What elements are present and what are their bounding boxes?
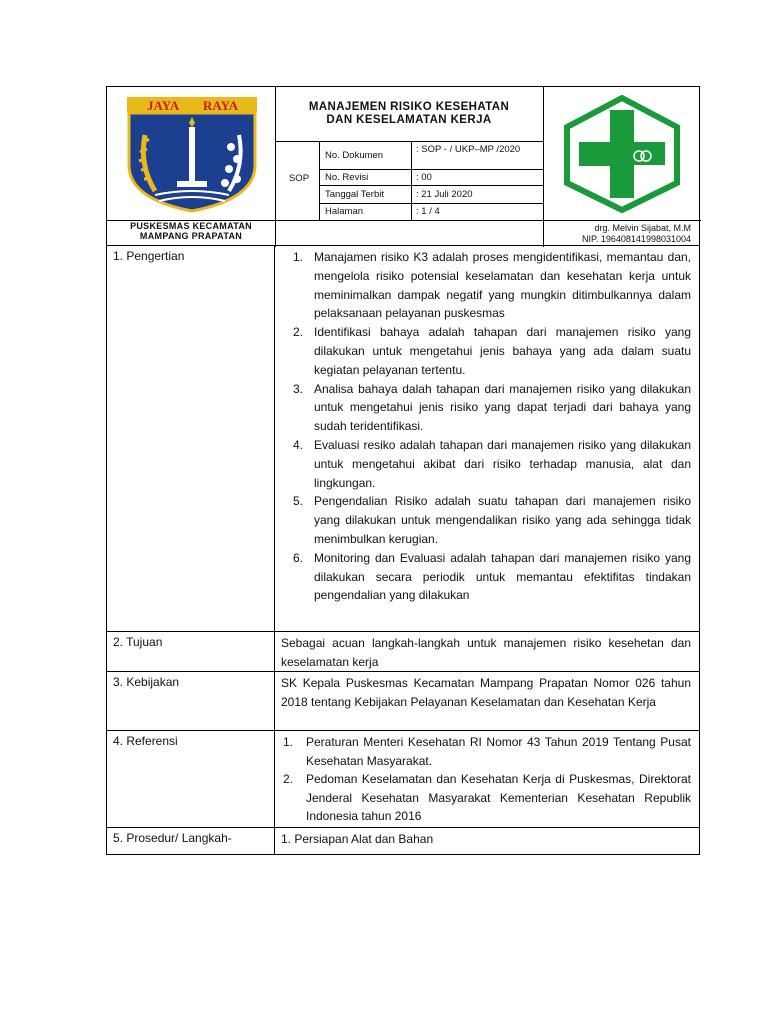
- puskesmas-line-2: MAMPANG PRAPATAN: [139, 231, 243, 241]
- row-referensi: [107, 730, 699, 827]
- document-title: [277, 101, 541, 127]
- list-item: 1. Peraturan Menteri Kesehatan RI Nomor 43 Tahun 2019 Tentang Pusat Kesehatan Masyarakat.: [283, 735, 691, 768]
- crest-text-right: RAYA: [203, 98, 239, 113]
- crest-text-left: JAYA: [147, 98, 180, 113]
- jaya-raya-crest-logo: [125, 95, 259, 213]
- list-item: 1. Manajamen risiko K3 adalah proses mengidentifikasi, memantau dan, mengelola risiko potensial keselamatan dan kesehatan kerja untuk meminimalkan dampak negatif yang mungkin ditimbulkannya dalam pelaksanaan pelayanan puskesmas: [293, 250, 691, 321]
- meta-value-no-revisi: : 00: [416, 172, 432, 183]
- row-pengertian: [107, 246, 699, 631]
- title-line-2: DAN KESELAMATAN KERJA: [326, 114, 492, 126]
- signer-nip: NIP. 196408141998031004: [582, 233, 691, 244]
- meta-value-tanggal-terbit: : 21 Juli 2020: [416, 189, 473, 200]
- row-prosedur: [107, 827, 699, 854]
- meta-value-no-dokumen: : SOP - / UKP–MP /2020: [416, 144, 521, 155]
- meta-label-no-dokumen: No. Dokumen: [325, 150, 384, 161]
- list-item: 5. Pengendalian Risiko adalah suatu tahapan dari manajemen risiko yang dilakukan untuk mengendalikan risiko yang ada sehingga tidak menimbulkan kerugian.: [293, 494, 691, 546]
- label-prosedur: 5. Prosedur/ Langkah-: [107, 828, 275, 854]
- row-tujuan: [107, 631, 699, 671]
- definition-list: [281, 248, 691, 605]
- title-line-1: MANAJEMEN RISIKO KESEHATAN: [308, 101, 510, 113]
- label-tujuan: 2. Tujuan: [107, 632, 275, 671]
- label-kebijakan: 3. Kebijakan: [107, 672, 275, 730]
- content-pengertian: [275, 246, 699, 631]
- sop-header-table: [106, 86, 700, 246]
- meta-label-halaman: Halaman: [325, 206, 364, 217]
- content-referensi: [275, 731, 699, 827]
- label-pengertian: 1. Pengertian: [107, 246, 275, 631]
- puskesmas-name: [109, 221, 273, 241]
- list-item: 3. Analisa bahaya dalah tahapan dari manajemen risiko yang dilakukan untuk mengetahui jenis risiko yang dapat terjadi dari bahaya yang sudah teridentifikasi.: [293, 381, 691, 434]
- list-item: 2. Identifikasi bahaya adalah tahapan dari manajemen risiko yang dilakukan untuk mengetahui jenis bahaya yang ada dalam suatu kegiatan pelayanan tertentu.: [293, 325, 691, 377]
- sop-body-table: [106, 246, 700, 855]
- list-item: 6. Monitoring dan Evaluasi adalah tahapan dari manajemen risiko yang dilakukan secara periodik untuk memantau efektifitas tindakan pengendalian yang dilakukan: [293, 550, 691, 603]
- meta-value-halaman: : 1 / 4: [416, 206, 440, 217]
- signer-name: drg. Melvin Sijabat, M.M: [594, 223, 691, 233]
- reference-list: [281, 733, 691, 826]
- sop-label: SOP: [288, 173, 310, 184]
- content-tujuan: Sebagai acuan langkah-langkah untuk manajemen risiko kesehetan dan keselamatan kerja: [281, 636, 691, 669]
- meta-label-no-revisi: No. Revisi: [325, 172, 369, 183]
- signer-block: [582, 223, 691, 244]
- list-item: 4. Evaluasi resiko adalah tahapan dari manajemen risiko yang dilakukan untuk mengetahui akibat dari risiko terhadap manusia, alat dan lingkungan.: [293, 437, 691, 490]
- puskesmas-cross-logo: [559, 95, 685, 213]
- row-kebijakan: [107, 671, 699, 730]
- content-kebijakan: SK Kepala Puskesmas Kecamatan Mampang Prapatan Nomor 026 tahun 2018 tentang Kebijakan Pelayanan Keselamatan dan Kesehatan Kerja: [281, 676, 691, 709]
- content-prosedur: 1. Persiapan Alat dan Bahan: [281, 832, 434, 846]
- meta-label-tanggal-terbit: Tanggal Terbit: [325, 189, 384, 200]
- label-referensi: 4. Referensi: [107, 731, 275, 827]
- list-item: 2. Pedoman Keselamatan dan Kesehatan Kerja di Puskesmas, Direktorat Jenderal Kesehatan Masyarakat Kementerian Kesehatan Republik Indonesia tahun 2016: [283, 772, 691, 823]
- puskesmas-line-1: PUSKESMAS KECAMATAN: [130, 221, 252, 231]
